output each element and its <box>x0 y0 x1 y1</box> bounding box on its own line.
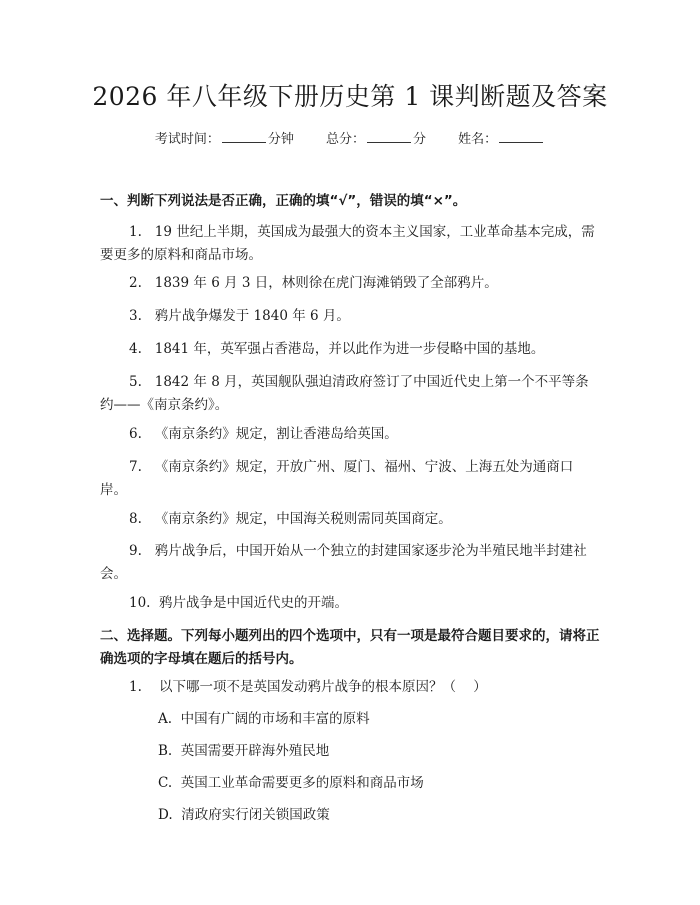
question-item: 9. 鸦片战争后，中国开始从一个独立的封建国家逐步沦为半殖民地半封建社会。 <box>100 543 587 582</box>
student-name-field <box>458 132 545 147</box>
question-item: 10. 鸦片战争是中国近代史的开端。 <box>129 595 349 611</box>
page-title: 2026 年八年级下册历史第 1 课判断题及答案 <box>92 82 608 111</box>
question-item: 6. 《南京条约》规定，割让香港岛给英国。 <box>129 426 398 442</box>
exam-time-unit: 分钟 <box>267 132 294 147</box>
section-heading-multiple-choice: 二、选择题。下列每小题列出的四个选项中，只有一项是最符合题目要求的，请将正确选项的字母填在题后的括号内。 <box>100 628 600 667</box>
total-score-field <box>326 132 430 147</box>
question-item: 4. 1841 年，英军强占香港岛，并以此作为进一步侵略中国的基地。 <box>129 341 545 357</box>
total-score-label: 总分： <box>325 132 365 147</box>
question-item: 1. 19 世纪上半期，英国成为最强大的资本主义国家，工业革命基本完成，需要更多的原料和商品市场。 <box>100 224 595 263</box>
question-item: 2. 1839 年 6 月 3 日，林则徐在虎门海滩销毁了全部鸦片。 <box>129 275 498 291</box>
choice-option-a[interactable]: A. 中国有广阔的市场和丰富的原料 <box>158 711 370 727</box>
exam-time-blank[interactable] <box>222 130 266 143</box>
student-name-blank[interactable] <box>499 130 543 143</box>
question-item: 5. 1842 年 8 月，英国舰队强迫清政府签订了中国近代史上第一个不平等条约——《南京条约》。 <box>100 374 589 413</box>
exam-info-line <box>0 130 700 150</box>
question-item: 7. 《南京条约》规定，开放广州、厦门、福州、宁波、上海五处为通商口岸。 <box>100 459 574 498</box>
question-item: 3. 鸦片战争爆发于 1840 年 6 月。 <box>129 308 350 324</box>
section-heading-true-false: 一、判断下列说法是否正确，正确的填“√”，错误的填“×”。 <box>100 193 467 209</box>
student-name-label: 姓名： <box>458 132 498 147</box>
choice-option-d[interactable]: D. 清政府实行闭关锁国政策 <box>158 807 330 823</box>
choice-option-c[interactable]: C. 英国工业革命需要更多的原料和商品市场 <box>158 775 424 791</box>
choice-question: 1. 以下哪一项不是英国发动鸦片战争的根本原因？（ ） <box>129 679 487 695</box>
total-score-blank[interactable] <box>367 130 411 143</box>
choice-option-b[interactable]: B. 英国需要开辟海外殖民地 <box>158 743 330 759</box>
exam-time-field <box>155 132 298 147</box>
total-score-unit: 分 <box>413 132 427 147</box>
exam-time-label: 考试时间： <box>154 132 220 147</box>
question-item: 8. 《南京条约》规定，中国海关税则需同英国商定。 <box>129 511 452 527</box>
